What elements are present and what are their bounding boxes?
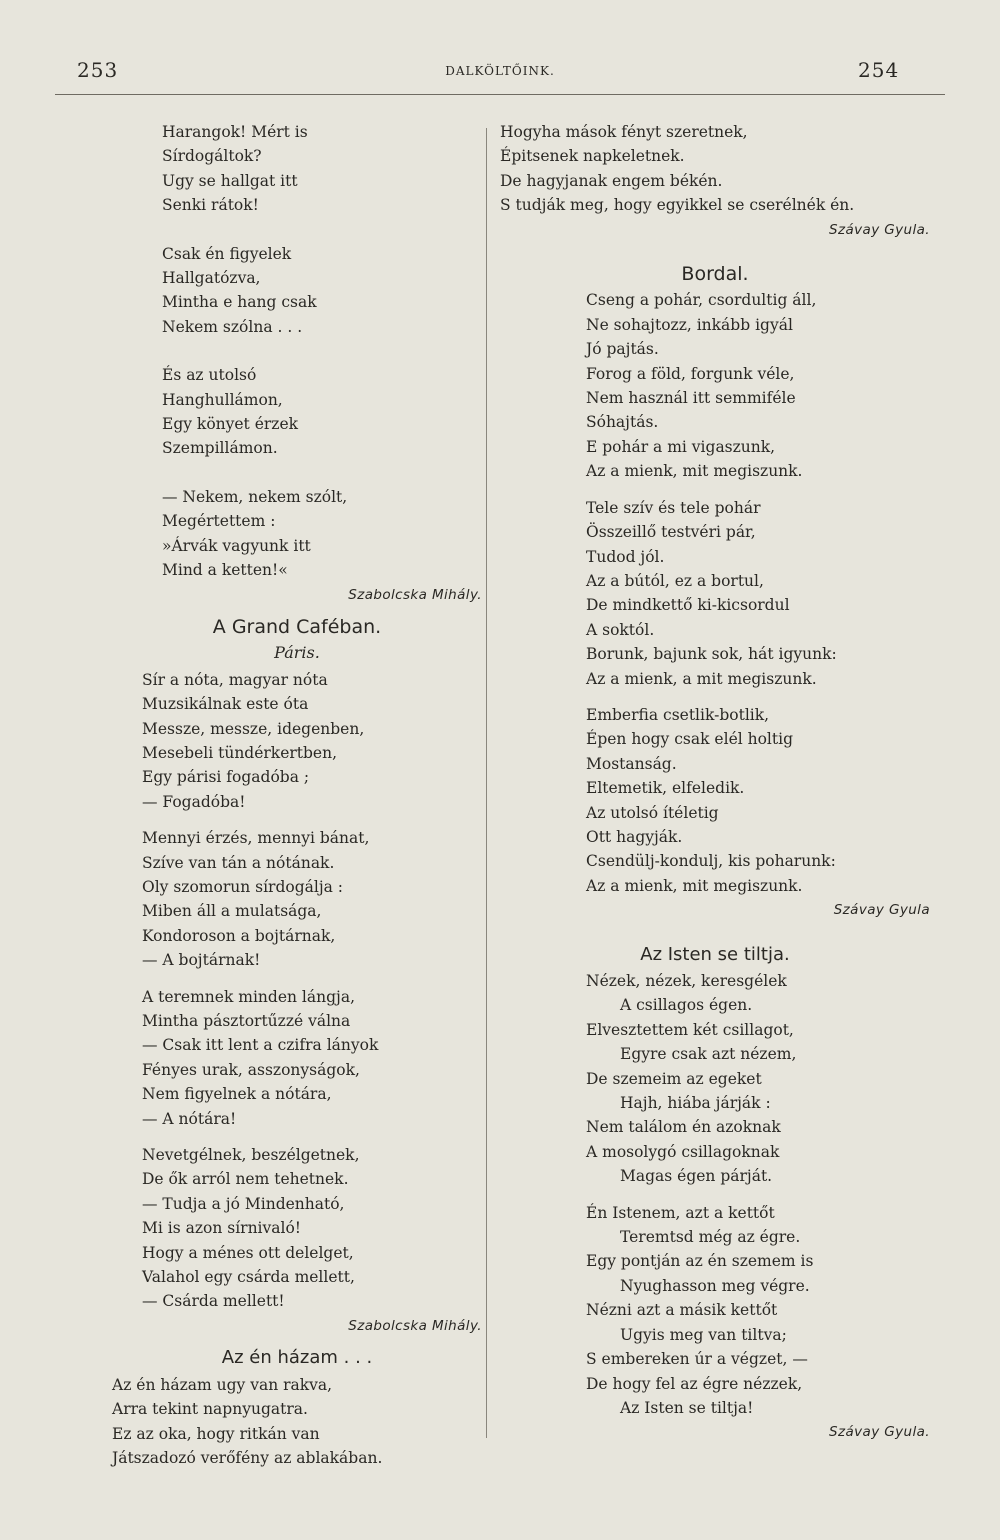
verse-line: Jó pajtás.	[586, 340, 659, 359]
verse-line: De ők arról nem tehetnek.	[142, 1170, 349, 1189]
verse-line: Nyughasson meg végre.	[620, 1276, 810, 1295]
right-page-number: 254	[858, 58, 900, 82]
verse-line: Mi is azon sírnivaló!	[142, 1219, 302, 1238]
verse-line: Megértettem :	[162, 512, 276, 531]
verse-line: Mintha e hang csak	[162, 293, 317, 312]
verse-line: Senki rátok!	[162, 196, 259, 215]
verse-line: — Fogadóba!	[142, 792, 246, 811]
verse-line: Egy párisi fogadóba ;	[142, 768, 310, 787]
verse-line: Az én házam ugy van rakva,	[112, 1375, 333, 1394]
verse-line: Mennyi érzés, mennyi bánat,	[142, 829, 370, 848]
stanza	[586, 1201, 930, 1421]
verse-line: Ott hagyják.	[586, 827, 683, 846]
verse-line: S tudják meg, hogy egyikkel se cserélnék én.	[500, 196, 855, 215]
verse-line: Ugy se hallgat itt	[162, 171, 298, 190]
author-signature: Szávay Gyula.	[829, 1424, 930, 1441]
verse-line: Borunk, bajunk sok, hát igyunk:	[586, 645, 837, 664]
verse-line: — A nótára!	[142, 1109, 237, 1128]
verse-line: Hallgatózva,	[162, 269, 261, 288]
verse-line: Az Isten se tiltja!	[620, 1398, 754, 1417]
verse-line: Mesebeli tündérkertben,	[142, 743, 338, 762]
verse-line: Cseng a pohár, csordultig áll,	[586, 291, 817, 310]
verse-line: De szemeim az egeket	[586, 1069, 762, 1088]
stanza	[162, 120, 482, 218]
verse-line: Magas égen párját.	[620, 1167, 773, 1186]
poem-title: Az Isten se tiltja.	[640, 943, 790, 965]
verse-line: Az a mienk, mit megiszunk.	[586, 462, 803, 481]
verse-line: Arra tekint napnyugatra.	[112, 1400, 308, 1419]
left-column	[112, 120, 482, 1470]
stanza	[162, 242, 482, 340]
verse-line: Muzsikálnak este óta	[142, 695, 309, 714]
author-signature: Szabolcska Mihály.	[348, 1317, 482, 1334]
verse-line: Összeillő testvéri pár,	[586, 523, 756, 542]
verse-line: Szempillámon.	[162, 439, 278, 458]
verse-line: Az a mienk, a mit megiszunk.	[586, 669, 817, 688]
verse-line: Teremtsd még az égre.	[620, 1228, 801, 1247]
verse-line: Hogyha mások fényt szeretnek,	[500, 123, 748, 141]
verse-line: — Nekem, nekem szólt,	[162, 487, 348, 506]
verse-line: De mindkettő ki-kicsordul	[586, 596, 790, 615]
stanza	[500, 120, 930, 218]
verse-line: Sírdogáltok?	[162, 147, 262, 166]
page-header	[0, 0, 1000, 100]
poem-subtitle: Páris.	[274, 643, 320, 663]
verse-line: Forog a föld, forgunk véle,	[586, 364, 795, 383]
stanza	[142, 1143, 482, 1314]
verse-line: Az a mienk, mit megiszunk.	[586, 876, 803, 895]
verse-line: Egy könyet érzek	[162, 415, 299, 434]
verse-line: Emberfia csetlik-botlik,	[586, 705, 770, 724]
author-signature: Szávay Gyula.	[829, 221, 930, 238]
verse-line: Nem figyelnek a nótára,	[142, 1085, 332, 1104]
stanza	[142, 826, 482, 972]
verse-line: Az utolsó ítéletig	[586, 803, 719, 822]
verse-line: Hanghullámon,	[162, 390, 283, 409]
stanza	[162, 485, 482, 583]
verse-line: Fényes urak, asszonyságok,	[142, 1060, 360, 1079]
verse-line: A soktól.	[586, 620, 655, 639]
verse-line: Egyre csak azt nézem,	[620, 1045, 797, 1064]
poem-title: A Grand Caféban.	[212, 615, 382, 638]
stanza	[162, 363, 482, 461]
stanza	[586, 496, 930, 691]
verse-line: Sóhajtás.	[586, 413, 659, 432]
verse-line: — A bojtárnak!	[142, 951, 261, 970]
stanza	[586, 703, 930, 898]
verse-line: De hagyjanak engem békén.	[500, 171, 723, 190]
verse-line: De hogy fel az égre nézzek,	[586, 1374, 803, 1393]
verse-line: Épitsenek napkeletnek.	[500, 147, 685, 166]
verse-line: Oly szomorun sírdogálja :	[142, 877, 344, 896]
verse-line: Nevetgélnek, beszélgetnek,	[142, 1146, 360, 1165]
verse-line: Elvesztettem két csillagot,	[586, 1020, 794, 1039]
verse-line: Az a bútól, ez a bortul,	[586, 571, 764, 590]
verse-line: A mosolygó csillagoknak	[586, 1142, 780, 1161]
verse-line: Nem találom én azoknak	[586, 1118, 781, 1137]
verse-line: E pohár a mi vigaszunk,	[586, 437, 776, 456]
left-page-number: 253	[77, 58, 119, 82]
verse-line: »Árvák vagyunk itt	[162, 536, 311, 555]
verse-line: Én Istenem, azt a kettőt	[586, 1203, 775, 1222]
verse-line: Csak én figyelek	[162, 244, 292, 263]
verse-line: Nézek, nézek, keresgélek	[586, 972, 787, 990]
verse-line: Eltemetik, elfeledik.	[586, 779, 745, 798]
stanza	[586, 288, 930, 483]
verse-line: Csendülj-kondulj, kis poharunk:	[586, 852, 836, 871]
verse-line: Hogy a ménes ott delelget,	[142, 1243, 354, 1262]
column-divider	[486, 128, 487, 1438]
poem-title: Bordal.	[681, 263, 749, 286]
verse-line: Ne sohajtozz, inkább igyál	[586, 315, 793, 334]
verse-line: A csillagos égen.	[620, 996, 753, 1015]
verse-line: Valahol egy csárda mellett,	[142, 1268, 355, 1287]
verse-line: Miben áll a mulatsága,	[142, 902, 322, 921]
verse-line: — Tudja a jó Mindenható,	[142, 1194, 345, 1213]
author-signature: Szabolcska Mihály.	[348, 586, 482, 603]
verse-line: Nekem szólna . . .	[162, 317, 303, 336]
verse-line: És az utolsó	[162, 366, 257, 385]
verse-line: Játszadozó verőfény az ablakában.	[112, 1448, 383, 1467]
verse-line: Épen hogy csak elél holtig	[586, 730, 794, 749]
verse-line: Sír a nóta, magyar nóta	[142, 670, 328, 689]
verse-line: Tele szív és tele pohár	[586, 498, 761, 517]
verse-line: Hajh, hiába járják :	[620, 1094, 771, 1113]
verse-line: Tudod jól.	[586, 547, 665, 566]
verse-line: Nézni azt a másik kettőt	[586, 1301, 778, 1320]
verse-line: Szíve van tán a nótának.	[142, 853, 335, 872]
verse-line: Nem használ itt semmiféle	[586, 389, 796, 408]
stanza	[586, 969, 930, 1189]
header-rule	[55, 94, 945, 95]
verse-line: S embereken úr a végzet, —	[586, 1350, 808, 1369]
stanza	[112, 1373, 482, 1471]
verse-line: Ugyis meg van tiltva;	[620, 1325, 787, 1344]
verse-line: — Csak itt lent a czifra lányok	[142, 1036, 379, 1055]
right-column	[500, 120, 930, 1445]
verse-line: — Csárda mellett!	[142, 1292, 285, 1311]
poem-title: Az én házam . . .	[221, 1347, 373, 1369]
verse-line: Harangok! Mért is	[162, 123, 308, 141]
verse-line: Mostanság.	[586, 754, 677, 773]
verse-line: Mintha pásztortűzzé válna	[142, 1012, 351, 1030]
verse-line: Mind a ketten!«	[162, 561, 288, 580]
stanza	[142, 985, 482, 1131]
verse-line: A teremnek minden lángja,	[142, 987, 355, 1006]
verse-line: Egy pontján az én szemem is	[586, 1252, 814, 1271]
verse-line: Ez az oka, hogy ritkán van	[112, 1424, 320, 1443]
author-signature: Szávay Gyula	[833, 902, 930, 919]
verse-line: Kondoroson a bojtárnak,	[142, 926, 336, 945]
stanza	[142, 668, 482, 814]
running-title: DALKÖLTŐINK.	[445, 64, 555, 78]
verse-line: Messze, messze, idegenben,	[142, 719, 365, 738]
